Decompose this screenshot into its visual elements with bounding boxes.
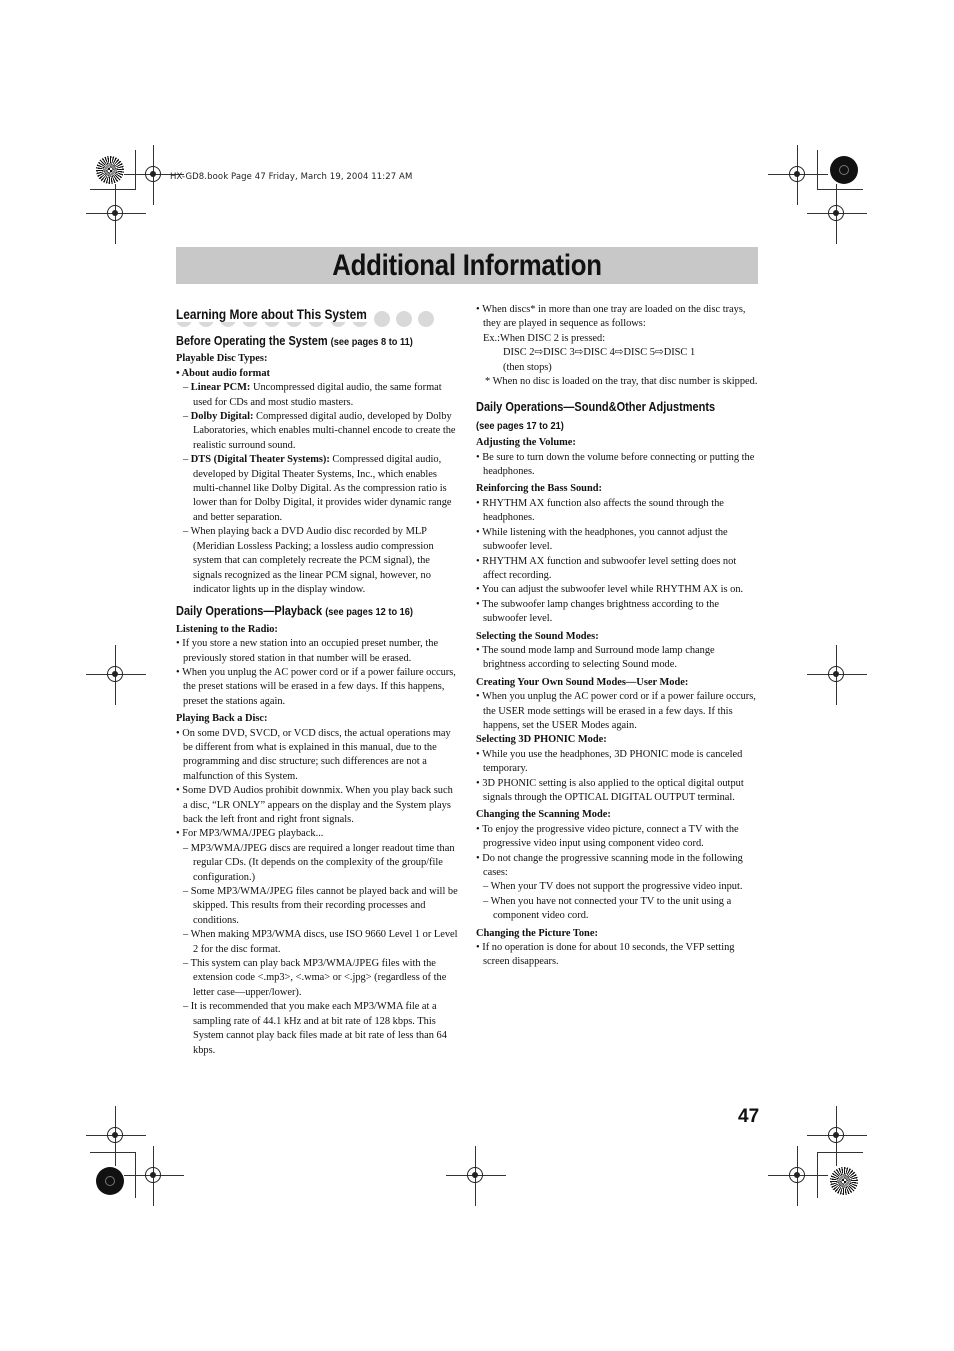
- disc-item: • On some DVD, SVCD, or VCD discs, the actual operations may be different from what is explained in this manual, due to the programming and disc structure; such differences are not a malfunction of this System.: [176, 727, 451, 782]
- print-registration-mark: [830, 1167, 858, 1195]
- section-title-text: Learning More about This System: [176, 308, 370, 322]
- tone-item: • If no operation is done for about 10 seconds, the VFP setting screen disappears.: [476, 942, 735, 968]
- disc-item: • For MP3/WMA/JPEG playback...: [176, 828, 324, 840]
- group-item: • RHYTHM AX function and subwoofer level setting does not affect recording.: [476, 555, 737, 581]
- crosshair-mark: [86, 184, 146, 244]
- crosshair-mark: [768, 1146, 828, 1206]
- group-label: Selecting 3D PHONIC Mode:: [476, 734, 607, 746]
- group-item: • Be sure to turn down the volume before connecting or putting the headphones.: [476, 451, 755, 478]
- audio-item: – Linear PCM: Uncompressed digital audio, the same format used for CDs and most studio masters.: [183, 382, 442, 408]
- group-label: Adjusting the Volume:: [476, 437, 576, 449]
- crosshair-mark: [807, 184, 867, 244]
- scan-item: • Do not change the progressive scanning mode in the following cases:: [476, 852, 743, 879]
- scan-case: – When you have not connected your TV to the unit using a component video cord.: [483, 895, 732, 922]
- crop-mark: [90, 189, 136, 190]
- radio-item: • When you unplug the AC power cord or if a power failure occurs, the preset stations will be erased in a few days. If this happens, preset the stations again.: [176, 666, 456, 707]
- group-item: • While listening with the headphones, you cannot adjust the subwoofer level.: [476, 526, 728, 553]
- sound-note: (see pages 17 to 21): [476, 419, 564, 432]
- mp3-item: – MP3/WMA/JPEG discs are required a longer readout time than regular CDs. (It depends on the complexity of the group/file configuration.): [183, 842, 455, 883]
- print-registration-mark: [96, 1167, 124, 1195]
- scan-case: – When your TV does not support the progressive video input.: [483, 881, 743, 893]
- group-label: Reinforcing the Bass Sound:: [476, 483, 602, 495]
- section-title: [176, 308, 459, 330]
- crop-mark: [817, 189, 863, 190]
- discs-then: (then stops): [503, 361, 552, 373]
- radio-label: Listening to the Radio:: [176, 623, 278, 635]
- page-number: 47: [738, 1106, 760, 1127]
- group-label: Creating Your Own Sound Modes—User Mode:: [476, 676, 689, 688]
- title-banner: [176, 247, 758, 284]
- scan-item: • To enjoy the progressive video picture, connect a TV with the progressive video input using component video cord.: [476, 823, 739, 850]
- print-header: HX-GD8.book Page 47 Friday, March 19, 2004 11:27 AM: [170, 172, 413, 182]
- audio-item: – Dolby Digital: Compressed digital audio, developed by Dolby Laboratories, which enables multi-channel encode to create the realistic surround sound.: [183, 411, 456, 451]
- playback-heading: Daily Operations—Playback (see pages 12 to 16): [176, 604, 414, 619]
- disc-item: • Some DVD Audios prohibit downmix. When you play back such a disc, “LR ONLY” appears on the display and the System plays back the left front and right front signals.: [176, 785, 453, 825]
- crop-mark: [135, 150, 136, 190]
- group-item: • When you unplug the AC power cord or if a power failure occurs, the USER mode settings will be erased in a few days. If this happens, set the USER Modes again.: [476, 691, 756, 731]
- crop-mark: [817, 150, 818, 190]
- group-item: • The sound mode lamp and Surround mode lamp change brightness according to selecting Sound mode.: [476, 644, 715, 671]
- crosshair-mark: [446, 1146, 506, 1206]
- group-item: • The subwoofer lamp changes brightness according to the subwoofer level.: [476, 598, 719, 625]
- crosshair-mark: [807, 645, 867, 705]
- page-title: Additional Information: [332, 249, 602, 282]
- audio-item: – When playing back a DVD Audio disc recorded by MLP (Meridian Lossless Packing; a lossless audio compression system that can completely recreate the PCM signal), the signals recognized as the linear PCM signal, however, no indicator lights up in the display window.: [183, 526, 434, 595]
- mp3-item: – When making MP3/WMA discs, use ISO 9660 Level 1 or Level 2 for the disc format.: [183, 929, 458, 955]
- left-column: [176, 308, 459, 1058]
- crop-mark: [135, 1152, 136, 1198]
- playable-label: Playable Disc Types:: [176, 353, 268, 365]
- mp3-item: – This system can play back MP3/WMA/JPEG files with the extension code <.mp3>, <.wma> or <.jpg> (regardless of the letter case—upper/lower).: [183, 958, 447, 998]
- crop-mark: [817, 1152, 818, 1198]
- crosshair-mark: [86, 645, 146, 705]
- crop-mark: [90, 1152, 136, 1153]
- print-registration-mark: [830, 156, 858, 184]
- mp3-item: – It is recommended that you make each MP3/WMA file at a sampling rate of 44.1 kHz and at bit rate of 128 kbps. This System cannot play back files made at bit rate of less than 64 kbps.: [183, 1001, 447, 1056]
- sound-heading: Daily Operations—Sound&Other Adjustments: [476, 400, 716, 415]
- scan-label: Changing the Scanning Mode:: [476, 809, 611, 821]
- crop-mark: [817, 1152, 863, 1153]
- discs-sequence: DISC 2⇨DISC 3⇨DISC 4⇨DISC 5⇨DISC 1: [503, 347, 696, 359]
- print-registration-mark: [96, 156, 124, 184]
- group-item: • 3D PHONIC setting is also applied to the optical digital output signals through the OPTICAL DIGITAL OUTPUT terminal.: [476, 777, 744, 803]
- discs-footnote: * When no disc is loaded on the tray, that disc number is skipped.: [485, 376, 758, 388]
- discs-example: Ex.:When DISC 2 is pressed:: [483, 332, 606, 344]
- before-heading: Before Operating the System (see pages 8 to 11): [176, 334, 413, 348]
- mp3-item: – Some MP3/WMA/JPEG files cannot be played back and will be skipped. This results from their recording processes and conditions.: [183, 886, 458, 926]
- right-column: [476, 303, 758, 970]
- group-item: • RHYTHM AX function also affects the sound through the headphones.: [476, 497, 724, 524]
- tone-label: Changing the Picture Tone:: [476, 927, 598, 939]
- discs-bullet: • When discs* in more than one tray are loaded on the disc trays, they are played in sequence as follows:: [476, 304, 746, 330]
- group-item: • You can adjust the subwoofer level while RHYTHM AX is on.: [476, 584, 744, 596]
- group-item: • While you use the headphones, 3D PHONIC mode is canceled temporary.: [476, 748, 743, 775]
- radio-item: • If you store a new station into an occupied preset number, the previously stored station in that number will be erased.: [176, 638, 439, 664]
- audio-item: – DTS (Digital Theater Systems): Compressed digital audio, developed by Digital Theater Systems, Inc., which enables multi-channel like Dolby Digital. As the compression ratio is lower than for Dolby Digital, it provides wider dynamic range and better separation.: [183, 454, 452, 523]
- crosshair-mark: [124, 1146, 184, 1206]
- group-label: Selecting the Sound Modes:: [476, 630, 599, 642]
- disc-label: Playing Back a Disc:: [176, 713, 268, 725]
- about-audio: • About audio format: [176, 367, 270, 379]
